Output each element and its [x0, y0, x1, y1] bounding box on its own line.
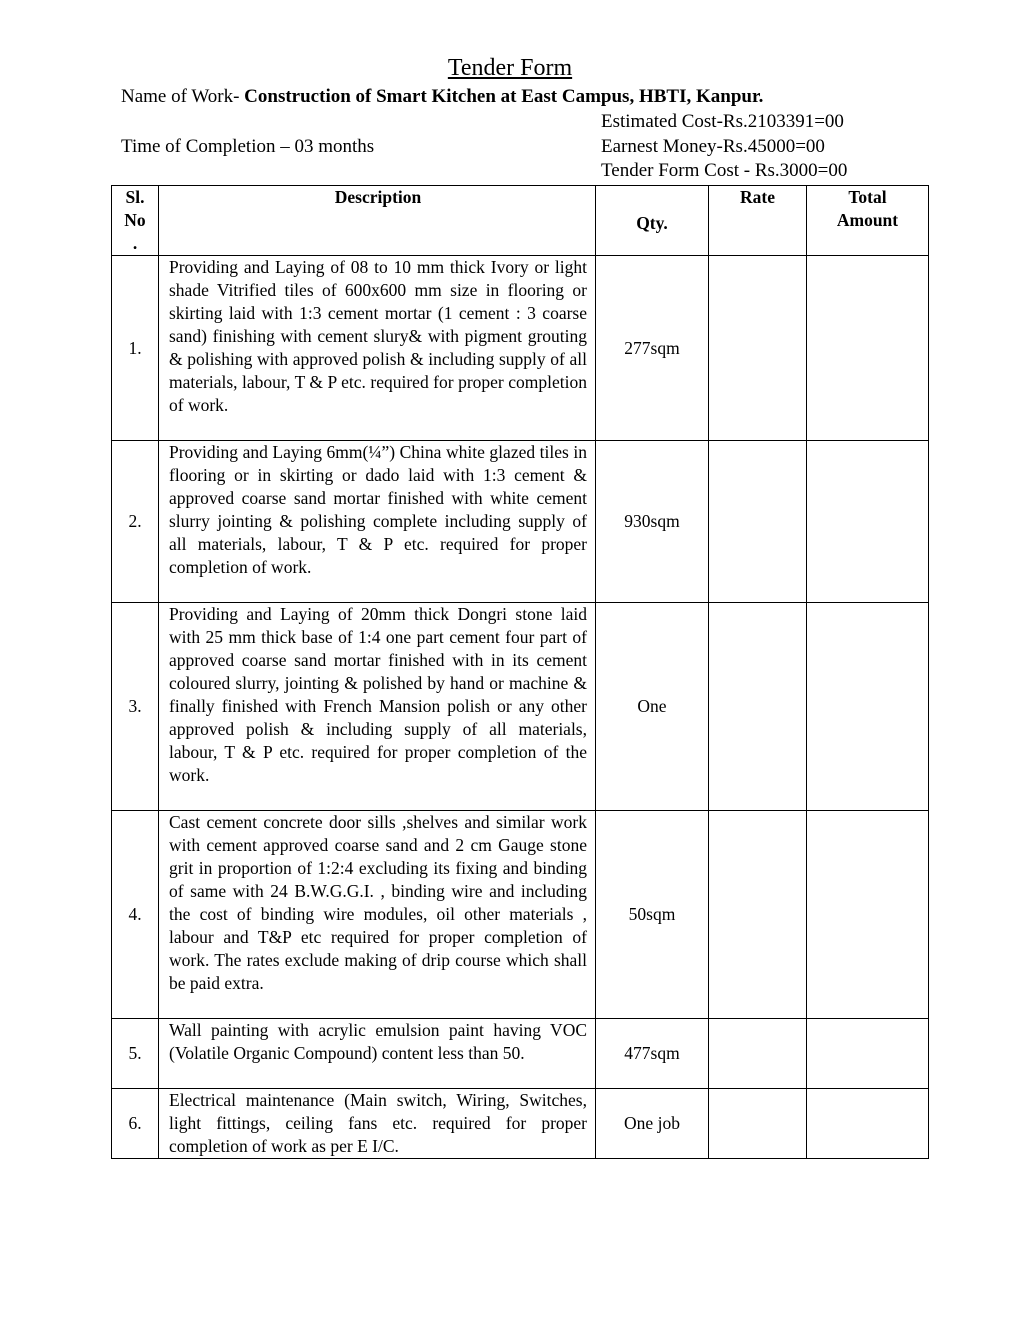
- table-row: [112, 603, 929, 811]
- row-rate: [709, 1089, 807, 1159]
- row-total: [807, 256, 929, 441]
- name-of-work-value: Construction of Smart Kitchen at East Campus, HBTI, Kanpur.: [244, 86, 764, 107]
- row-description: Electrical maintenance (Main switch, Wiring, Switches, light fittings, ceiling fans etc. required for proper completion of work as per E I/C.: [159, 1089, 596, 1159]
- row-qty: One: [596, 603, 709, 811]
- row-rate: [709, 1019, 807, 1089]
- row-qty: 477sqm: [596, 1019, 709, 1089]
- row-description: Wall painting with acrylic emulsion paint having VOC (Volatile Organic Compound) content less than 50.: [159, 1019, 596, 1089]
- table-row: [112, 811, 929, 1019]
- name-of-work-label: Name of Work-: [121, 86, 240, 107]
- row-rate: [709, 811, 807, 1019]
- row-rate: [709, 256, 807, 441]
- table-header-row: [112, 186, 929, 256]
- table-row: [112, 1089, 929, 1159]
- row-sl: 4.: [112, 811, 159, 1019]
- row-sl: 6.: [112, 1089, 159, 1159]
- row-sl: 2.: [112, 441, 159, 603]
- tender-form-cost: Tender Form Cost - Rs.3000=00: [601, 160, 848, 181]
- row-rate: [709, 603, 807, 811]
- table-row: [112, 256, 929, 441]
- row-total: [807, 1019, 929, 1089]
- row-total: [807, 603, 929, 811]
- estimated-cost: Estimated Cost-Rs.2103391=00: [601, 111, 844, 132]
- col-description: Description: [159, 186, 596, 256]
- row-total: [807, 441, 929, 603]
- row-sl: 5.: [112, 1019, 159, 1089]
- row-total: [807, 811, 929, 1019]
- row-qty: 277sqm: [596, 256, 709, 441]
- time-of-completion: Time of Completion – 03 months: [121, 136, 375, 157]
- row-qty: One job: [596, 1089, 709, 1159]
- row-description: Providing and Laying of 20mm thick Dongri stone laid with 25 mm thick base of 1:4 one part cement four part of approved coarse sand mortar finished with in its cement coloured slurry, jointing & polished by hand or machine & finally finished with French Mansion polish or any other approved polish & including supply of all materials, labour, T & P etc. required for proper completion of the work.: [159, 603, 596, 811]
- row-description: Providing and Laying of 08 to 10 mm thick Ivory or light shade Vitrified tiles of 600x600 mm size in flooring or skirting laid with 1:3 cement mortar (1 cement : 3 coarse sand) finishing with cement slury& with pigment grouting & polishing with approved polish & including supply of all materials, labour, T & P etc. required for proper completion of work.: [159, 256, 596, 441]
- row-sl: 3.: [112, 603, 159, 811]
- col-qty: Qty.: [596, 186, 709, 256]
- row-description: Cast cement concrete door sills ,shelves and similar work with cement approved coarse sand and 2 cm Gauge stone grit in proportion of 1:2:4 excluding its fixing and binding of same with 24 B.W.G.G.I. , binding wire and including the cost of binding wire modules, oil other materials , labour and T&P etc required for proper completion of work. The rates exclude making of drip course which shall be paid extra.: [159, 811, 596, 1019]
- earnest-money: Earnest Money-Rs.45000=00: [601, 136, 825, 157]
- row-qty: 930sqm: [596, 441, 709, 603]
- name-of-work: [121, 86, 763, 108]
- col-total-amount: Total Amount: [807, 186, 929, 256]
- row-rate: [709, 441, 807, 603]
- row-description: Providing and Laying 6mm(¼”) China white glazed tiles in flooring or in skirting or dado laid with 1:3 cement & approved coarse sand mortar finished with white cement slurry jointing & polishing complete including supply of all materials, labour, T & P etc. required for proper completion of work.: [159, 441, 596, 603]
- tender-table: [111, 185, 929, 1159]
- page-title: Tender Form: [447, 55, 573, 81]
- table-row: [112, 1019, 929, 1089]
- row-qty: 50sqm: [596, 811, 709, 1019]
- row-sl: 1.: [112, 256, 159, 441]
- col-rate: Rate: [709, 186, 807, 256]
- col-sl-no: Sl. No .: [112, 186, 159, 256]
- row-total: [807, 1089, 929, 1159]
- table-row: [112, 441, 929, 603]
